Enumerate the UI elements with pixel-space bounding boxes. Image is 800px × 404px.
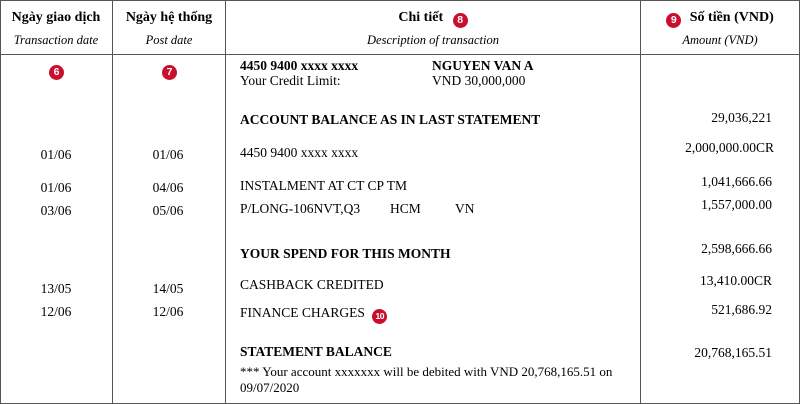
row-post-date: 01/06 (152, 147, 184, 162)
header-amount-vi (641, 10, 799, 26)
header-description-en: Description of transaction (367, 33, 499, 47)
callout-badge-8: 8 (453, 13, 468, 28)
row-description-city: HCM (390, 201, 421, 216)
row-transaction-date: 03/06 (40, 203, 72, 218)
account-holder-name: NGUYEN VAN A (432, 58, 534, 73)
row-transaction-date: 01/06 (40, 180, 72, 195)
row-description: CASHBACK CREDITED (240, 277, 384, 292)
row-amount: 2,000,000.00CR (685, 140, 774, 155)
row-post-date: 14/05 (152, 281, 184, 296)
header-post-date-vi: Ngày hệ thống (125, 10, 213, 25)
header-description-vi-label: Chi tiết (398, 10, 444, 25)
row-post-date: 04/06 (152, 180, 184, 195)
row-description: 4450 9400 xxxx xxxx (240, 145, 359, 160)
row-amount: 1,557,000.00 (701, 197, 772, 212)
row-description-country: VN (455, 201, 475, 216)
row-amount: 13,410.00CR (699, 273, 772, 288)
row-transaction-date: 13/05 (40, 281, 72, 296)
row-amount: 20,768,165.51 (694, 345, 772, 360)
row-amount: 2,598,666.66 (701, 241, 772, 256)
row-transaction-date: 12/06 (40, 304, 72, 319)
header-amount-vi-label: Số tiền (VND) (689, 10, 774, 25)
row-description: ACCOUNT BALANCE AS IN LAST STATEMENT (240, 112, 541, 127)
callout-badge-9: 9 (666, 13, 681, 28)
row-description: YOUR SPEND FOR THIS MONTH (240, 246, 451, 261)
row-description: STATEMENT BALANCE (240, 344, 392, 359)
row-amount: 1,041,666.66 (701, 174, 772, 189)
callout-badge-7: 7 (162, 65, 177, 80)
row-amount: 29,036,221 (711, 110, 772, 125)
row-description (240, 305, 387, 322)
column-divider (112, 0, 113, 404)
header-transaction-date-vi: Ngày giao dịch (11, 10, 101, 25)
footnote-line-2: 09/07/2020 (240, 380, 300, 395)
row-amount: 521,686.92 (711, 302, 772, 317)
footnote-line-1: *** Your account xxxxxxx will be debited with VND 20,768,165.51 on (240, 364, 613, 379)
column-divider (225, 0, 226, 404)
table-border-left (0, 0, 1, 404)
credit-limit-value: VND 30,000,000 (432, 73, 526, 88)
row-transaction-date: 01/06 (40, 147, 72, 162)
credit-limit-label: Your Credit Limit: (240, 73, 341, 88)
table-border-top (0, 0, 800, 1)
row-description-label: FINANCE CHARGES (240, 305, 365, 320)
callout-badge-6: 6 (49, 65, 64, 80)
row-description: P/LONG-106NVT,Q3 (240, 201, 361, 216)
header-divider (0, 54, 800, 55)
callout-badge-10: 10 (372, 309, 387, 324)
header-amount-en: Amount (VND) (682, 33, 758, 47)
account-card-number: 4450 9400 xxxx xxxx (240, 58, 359, 73)
header-description-vi (226, 10, 640, 26)
row-post-date: 05/06 (152, 203, 184, 218)
row-description: INSTALMENT AT CT CP TM (240, 178, 407, 193)
header-transaction-date-en: Transaction date (13, 33, 99, 47)
row-post-date: 12/06 (152, 304, 184, 319)
header-post-date-en: Post date (145, 33, 193, 47)
